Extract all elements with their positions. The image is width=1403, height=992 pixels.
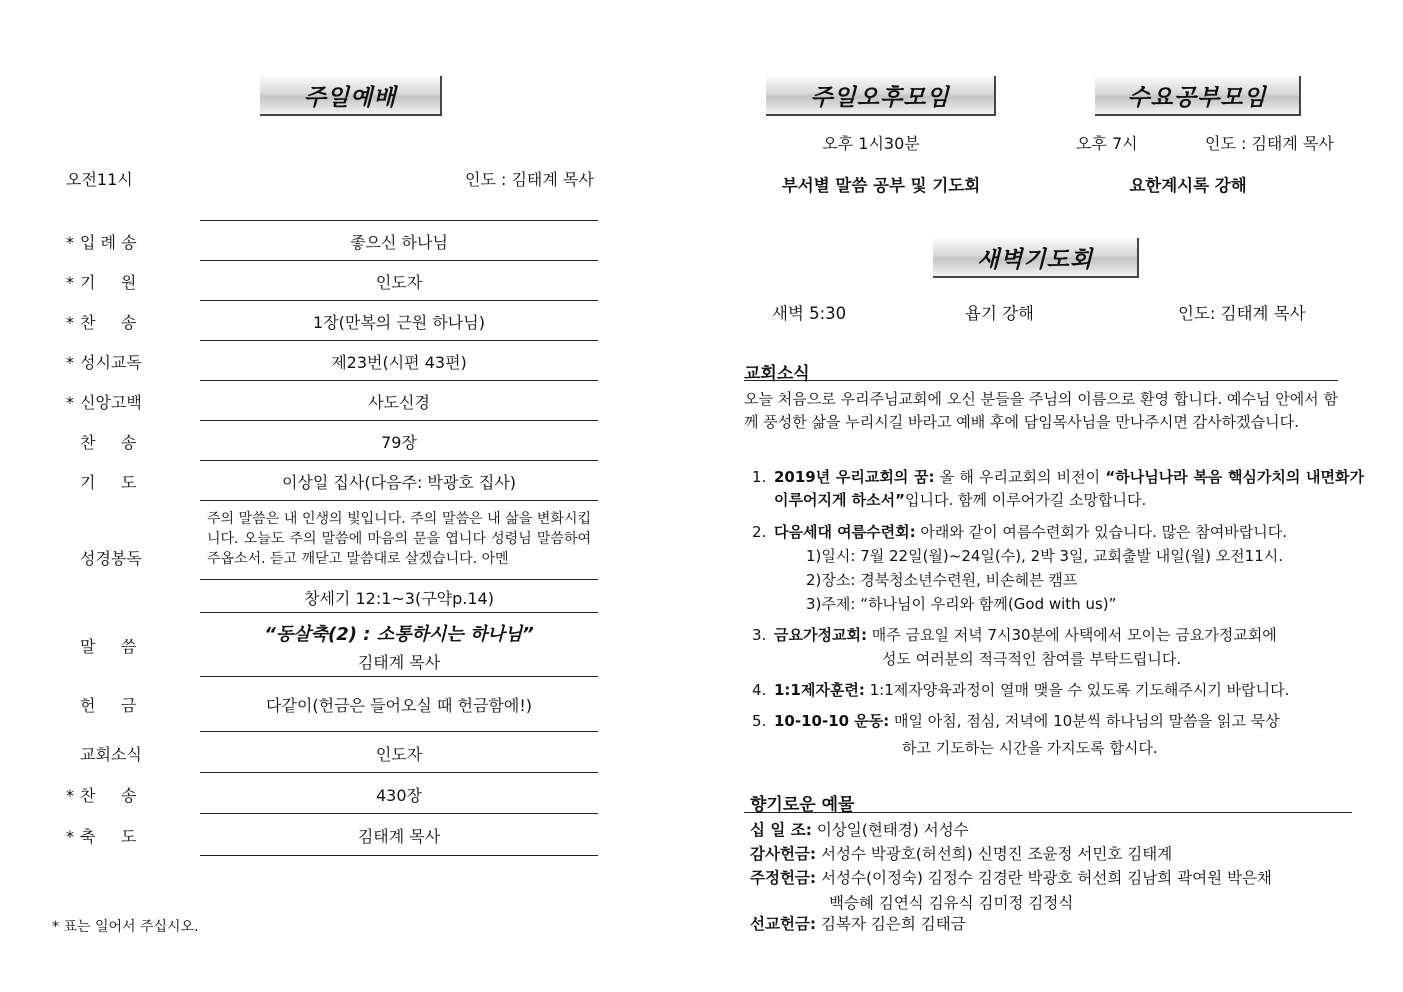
order-label: 축 도 bbox=[80, 827, 137, 846]
sunday-worship-banner: 주일예배 bbox=[260, 76, 442, 116]
rule bbox=[200, 855, 598, 856]
reading-prayer: 주의 말씀은 내 인생의 빛입니다. 주의 말씀은 내 삶을 변화시킵니다. 오늘도 주의 말씀에 마음의 문을 엽니다 성령님 말씀하여 주옵소서. 듣고 깨닫고 말씀대로 살겠습니다. 아멘 bbox=[207, 511, 591, 567]
order-value: 79장 bbox=[381, 433, 417, 452]
rule bbox=[200, 260, 598, 261]
rule bbox=[200, 676, 598, 677]
order-value: 인도자 bbox=[375, 745, 423, 764]
offering-row: 선교헌금: 김복자 김은희 김태금 bbox=[750, 915, 966, 933]
news-subitem: 1)일시: 7월 22일(월)~24일(수), 2박 3일, 교회출발 내일(월) 오전11시. bbox=[806, 547, 1284, 565]
news-subitem: 3)주제: “하나님이 우리와 함께(God with us)” bbox=[806, 595, 1117, 613]
news-item: 3. 금요가정교회: 매주 금요일 저녁 7시30분에 사택에서 모이는 금요가정교회에 bbox=[752, 626, 1277, 644]
order-value: 김태계 목사 bbox=[357, 827, 441, 846]
rule bbox=[200, 460, 598, 461]
rule bbox=[200, 579, 598, 580]
news-heading: 교회소식 bbox=[744, 364, 810, 384]
order-value: 430장 bbox=[376, 786, 422, 805]
order-value: 좋으신 하나님 bbox=[350, 233, 448, 252]
reading-label: 성경봉독 bbox=[80, 549, 142, 568]
worship-leader: 인도 : 김태계 목사 bbox=[465, 170, 594, 189]
wednesday-desc: 요한계시록 강해 bbox=[1129, 176, 1247, 195]
order-label: 교회소식 bbox=[80, 745, 142, 764]
news-rule bbox=[744, 380, 1338, 381]
sermon-preacher: 김태계 목사 bbox=[357, 653, 441, 672]
rule bbox=[200, 340, 598, 341]
rule bbox=[200, 772, 598, 773]
wednesday-leader: 인도 : 김태계 목사 bbox=[1205, 134, 1334, 153]
offering-continuation: 백승혜 김연식 김유식 김미정 김정식 bbox=[829, 894, 1074, 912]
news-subitem: 2)장소: 경북청소년수련원, 비손헤븐 캠프 bbox=[806, 571, 1078, 589]
dawn-leader: 인도: 김태계 목사 bbox=[1178, 304, 1306, 323]
order-value: 제23번(시편 43편) bbox=[331, 353, 467, 372]
offering-row: 주정헌금: 서성수(이정숙) 김정수 김경란 박광호 허선희 김남희 곽여원 박은채 bbox=[750, 869, 1272, 887]
order-label: 찬 송 bbox=[80, 313, 137, 332]
rule bbox=[200, 220, 598, 221]
offering-row: 십 일 조: 이상일(현태경) 서성수 bbox=[750, 821, 969, 839]
rule bbox=[200, 612, 598, 613]
sermon-title: “동살축(2) : 소통하시는 하나님” bbox=[264, 624, 534, 645]
footnote: * 표는 일어서 주십시오. bbox=[52, 919, 199, 935]
order-value: 1장(만복의 근원 하나님) bbox=[313, 313, 485, 332]
news-item: 4. 1:1제자훈련: 1:1제자양육과정이 열매 맺을 수 있도록 기도해주시기 바랍니다. bbox=[752, 681, 1290, 699]
order-value: 인도자 bbox=[375, 273, 423, 292]
rule bbox=[200, 300, 598, 301]
offering-row: 감사헌금: 서성수 박광호(허선희) 신명진 조윤정 서민호 김태계 bbox=[750, 845, 1173, 863]
rule bbox=[200, 420, 598, 421]
order-label: 신앙고백 bbox=[80, 393, 142, 412]
scripture-ref: 창세기 12:1~3(구약p.14) bbox=[304, 589, 494, 608]
news-item: 5. 10-10-10 운동: 매일 아침, 점심, 저녁에 10분씩 하나님의 말씀을 읽고 묵상 bbox=[752, 712, 1280, 730]
order-label: 기 원 bbox=[80, 273, 137, 292]
offering-heading: 향기로운 예물 bbox=[750, 795, 855, 815]
news-item: 2. 다음세대 여름수련회: 아래와 같이 여름수련회가 있습니다. 많은 참여바랍니다. bbox=[752, 523, 1288, 541]
offering-rule bbox=[744, 812, 1352, 813]
news-continuation: 하고 기도하는 시간을 가지도록 합시다. bbox=[902, 739, 1158, 757]
dawn-prayer-banner: 새벽기도회 bbox=[933, 238, 1139, 278]
wednesday-time: 오후 7시 bbox=[1076, 134, 1138, 153]
order-label: 입 례 송 bbox=[80, 233, 137, 252]
rule bbox=[200, 813, 598, 814]
rule bbox=[200, 500, 598, 501]
dawn-desc: 욥기 강해 bbox=[965, 304, 1035, 323]
order-value: 사도신경 bbox=[368, 393, 430, 412]
afternoon-meeting-banner: 주일오후모임 bbox=[766, 76, 996, 116]
afternoon-time: 오후 1시30분 bbox=[822, 134, 920, 153]
dawn-time: 새벽 5:30 bbox=[772, 304, 847, 323]
sermon-label: 말 씀 bbox=[80, 637, 137, 656]
afternoon-desc: 부서별 말씀 공부 및 기도회 bbox=[781, 176, 981, 195]
news-continuation: 성도 여러분의 적극적인 참여를 부탁드립니다. bbox=[882, 650, 1182, 668]
order-label: 헌 금 bbox=[80, 696, 137, 715]
worship-time: 오전11시 bbox=[66, 170, 133, 189]
order-label: 성시교독 bbox=[80, 353, 142, 372]
rule bbox=[200, 380, 598, 381]
order-value: 이상일 집사(다음주: 박광호 집사) bbox=[281, 473, 517, 492]
order-label: 찬 송 bbox=[80, 433, 137, 452]
order-label: 찬 송 bbox=[80, 786, 137, 805]
order-label: 기 도 bbox=[80, 473, 137, 492]
order-value: 다같이(헌금은 들어오실 때 헌금함에!) bbox=[266, 696, 532, 715]
rule bbox=[200, 731, 598, 732]
news-intro: 오늘 처음으로 우리주님교회에 오신 분들을 주님의 이름으로 환영 합니다. 예수님 안에서 함께 풍성한 삶을 누리시길 바라고 예배 후에 담임목사님을 만나주시면 감사하겠습니다. bbox=[744, 390, 1338, 431]
wednesday-study-banner: 수요공부모임 bbox=[1095, 76, 1301, 116]
news-item: 1. 2019년 우리교회의 꿈: 올 해 우리교회의 비전이 “하나님나라 복음 핵심가치의 내면화가 이루어지게 하소서”입니다. 함께 이루어가길 소망합니다. bbox=[752, 468, 1365, 509]
